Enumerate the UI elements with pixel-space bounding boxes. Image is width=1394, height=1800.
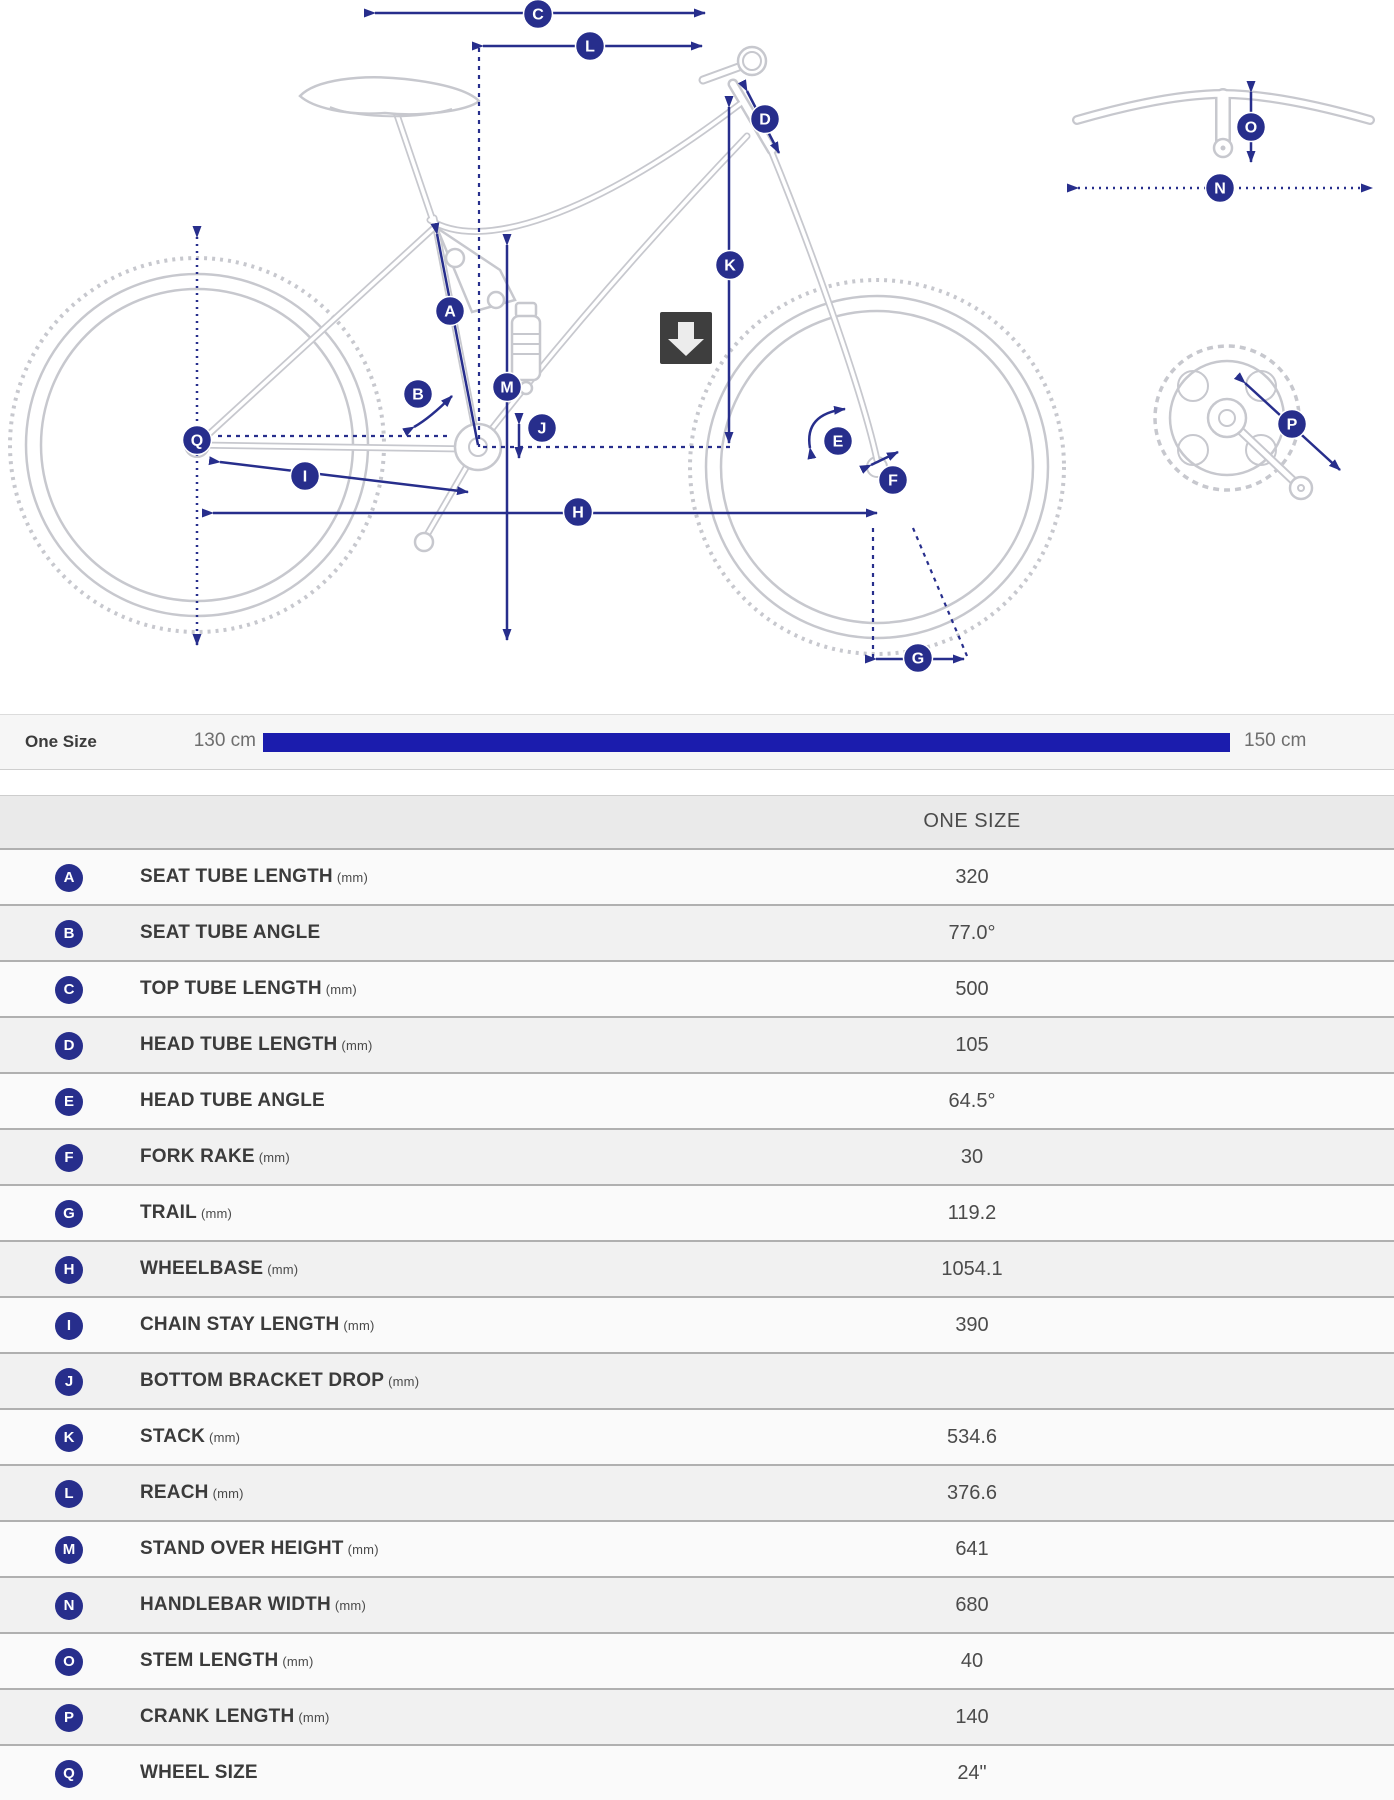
row-unit: (mm) [209,1430,241,1445]
row-unit: (mm) [388,1374,420,1389]
row-label [140,1146,290,1168]
marker-K [716,251,745,280]
marker-O [1237,113,1266,142]
row-letter-badge: K [55,1424,83,1452]
row-value: 1054.1 [941,1258,1003,1280]
marker-F [879,466,908,495]
row-value: 64.5° [948,1090,996,1112]
marker-M [493,373,522,402]
marker-L [576,32,605,61]
row-label [140,1034,373,1056]
row-unit: (mm) [336,870,368,885]
row-label-text: HEAD TUBE LENGTH [140,1034,338,1055]
size-range-bar [263,733,1230,752]
marker-Q [183,426,212,455]
row-label-text: STEM LENGTH [140,1650,279,1671]
row-label [140,1258,298,1280]
row-label [140,1762,262,1784]
row-label-text: HANDLEBAR WIDTH [140,1594,331,1615]
marker-G [904,644,933,673]
geometry-row [0,1744,1394,1800]
row-letter-badge: G [55,1200,83,1228]
marker-N [1206,174,1235,203]
size-column-header: ONE SIZE [923,810,1021,832]
geometry-row [0,1352,1394,1408]
marker-I [291,462,320,491]
row-letter-badge: Q [55,1760,83,1788]
row-label-text: SEAT TUBE LENGTH [140,866,333,887]
row-unit: (mm) [298,1710,330,1725]
row-label [140,1538,379,1560]
row-label [140,1202,232,1224]
row-label-text: WHEEL SIZE [140,1762,258,1783]
row-value: 680 [955,1594,989,1616]
geometry-row [0,1520,1394,1576]
row-label-text: CHAIN STAY LENGTH [140,1314,340,1335]
row-value: 390 [955,1314,989,1336]
row-label-text: HEAD TUBE ANGLE [140,1090,325,1111]
geometry-row [0,1184,1394,1240]
row-label-text: TRAIL [140,1202,197,1223]
row-letter-badge: B [55,920,83,948]
row-label-text: REACH [140,1482,209,1503]
row-label [140,1650,314,1672]
geometry-row [0,1464,1394,1520]
row-label-text: STACK [140,1426,206,1447]
row-letter-badge: H [55,1256,83,1284]
svg-text:Q: Q [190,432,204,450]
row-unit: (mm) [282,1654,314,1669]
geometry-table-body [0,848,1394,1800]
row-letter-badge: M [55,1536,83,1564]
svg-text:D: D [759,111,771,129]
svg-text:P: P [1286,416,1298,434]
row-letter-badge: N [55,1592,83,1620]
svg-text:A: A [444,303,456,321]
svg-text:C: C [532,6,544,24]
row-label [140,866,368,888]
row-unit: (mm) [212,1486,244,1501]
row-unit: (mm) [334,1598,366,1613]
row-letter-badge: O [55,1648,83,1676]
size-selector [0,714,1394,770]
geometry-row [0,1688,1394,1744]
row-label [140,1594,366,1616]
row-value: 119.2 [947,1202,997,1224]
handlebar-drawing [1077,94,1370,157]
row-label-text: TOP TUBE LENGTH [140,978,322,999]
guide-lines [218,48,967,660]
saddle [300,77,479,114]
marker-C [524,0,553,29]
geometry-row [0,1016,1394,1072]
row-unit: (mm) [200,1206,233,1221]
geometry-row [0,1632,1394,1688]
row-value: 641 [955,1538,989,1560]
svg-text:N: N [1214,180,1226,198]
bike-geometry-diagram [0,0,1394,714]
row-label [140,1482,244,1504]
geometry-table [0,795,1394,1800]
size-min-label: 130 cm [193,730,256,751]
geometry-row [0,1072,1394,1128]
size-max-label: 150 cm [1244,730,1307,751]
size-name-label: One Size [25,732,97,751]
svg-text:B: B [412,386,424,404]
row-letter-badge: E [55,1088,83,1116]
row-label [140,978,357,1000]
row-letter-badge: I [55,1312,83,1340]
row-unit: (mm) [343,1318,375,1333]
row-letter-badge: L [55,1480,83,1508]
row-value: 320 [955,866,989,888]
row-value: 105 [955,1034,989,1056]
row-label-text: CRANK LENGTH [140,1706,295,1727]
geometry-row [0,848,1394,904]
svg-text:M: M [500,379,514,397]
row-value: 77.0° [948,922,996,944]
row-unit: (mm) [267,1262,299,1277]
row-letter-badge: F [55,1144,83,1172]
svg-text:K: K [724,257,736,275]
row-value: 24" [957,1762,987,1784]
front-wheel [690,280,1064,654]
geometry-table-header [0,795,1394,848]
row-value: 140 [955,1706,989,1728]
geometry-diagram-svg [0,0,1394,714]
row-label-text: STAND OVER HEIGHT [140,1538,344,1559]
marker-J [528,414,557,443]
geometry-row [0,1296,1394,1352]
svg-text:O: O [1244,119,1258,137]
row-value: 30 [960,1146,984,1168]
row-unit: (mm) [341,1038,373,1053]
geometry-row [0,1408,1394,1464]
row-letter-badge: J [55,1368,83,1396]
svg-text:F: F [888,472,898,490]
row-unit: (mm) [258,1150,290,1165]
row-value: 500 [955,978,989,1000]
row-letter-badge: A [55,864,83,892]
row-label [140,1370,419,1392]
row-value: 534.6 [946,1426,998,1448]
row-unit: (mm) [325,982,357,997]
marker-B [404,380,433,409]
row-value: 376.6 [946,1482,998,1504]
row-label-text: SEAT TUBE ANGLE [140,922,321,943]
dim-I-chainstay [220,462,468,492]
geometry-row [0,904,1394,960]
spacer [0,770,1394,795]
row-label-text: BOTTOM BRACKET DROP [140,1370,385,1391]
row-letter-badge: P [55,1704,83,1732]
row-letter-badge: C [55,976,83,1004]
svg-text:H: H [572,504,584,522]
row-label [140,1090,329,1112]
row-label-text: WHEELBASE [140,1258,264,1279]
svg-text:L: L [585,38,595,56]
geometry-row [0,960,1394,1016]
row-label [140,1426,240,1448]
marker-E [824,427,853,456]
row-value: 40 [960,1650,984,1672]
marker-H [564,498,593,527]
svg-text:G: G [911,650,925,668]
marker-P [1278,410,1307,439]
geometry-row [0,1576,1394,1632]
row-label [140,1706,330,1728]
download-icon[interactable] [660,312,712,364]
row-label [140,922,324,944]
svg-text:I: I [302,468,308,486]
geometry-row [0,1128,1394,1184]
row-letter-badge: D [55,1032,83,1060]
marker-A [436,297,465,326]
svg-text:J: J [537,420,547,438]
geometry-row [0,1240,1394,1296]
row-label-text: FORK RAKE [140,1146,255,1167]
row-label [140,1314,375,1336]
marker-D [751,105,780,134]
row-unit: (mm) [347,1542,379,1557]
svg-text:E: E [832,433,844,451]
